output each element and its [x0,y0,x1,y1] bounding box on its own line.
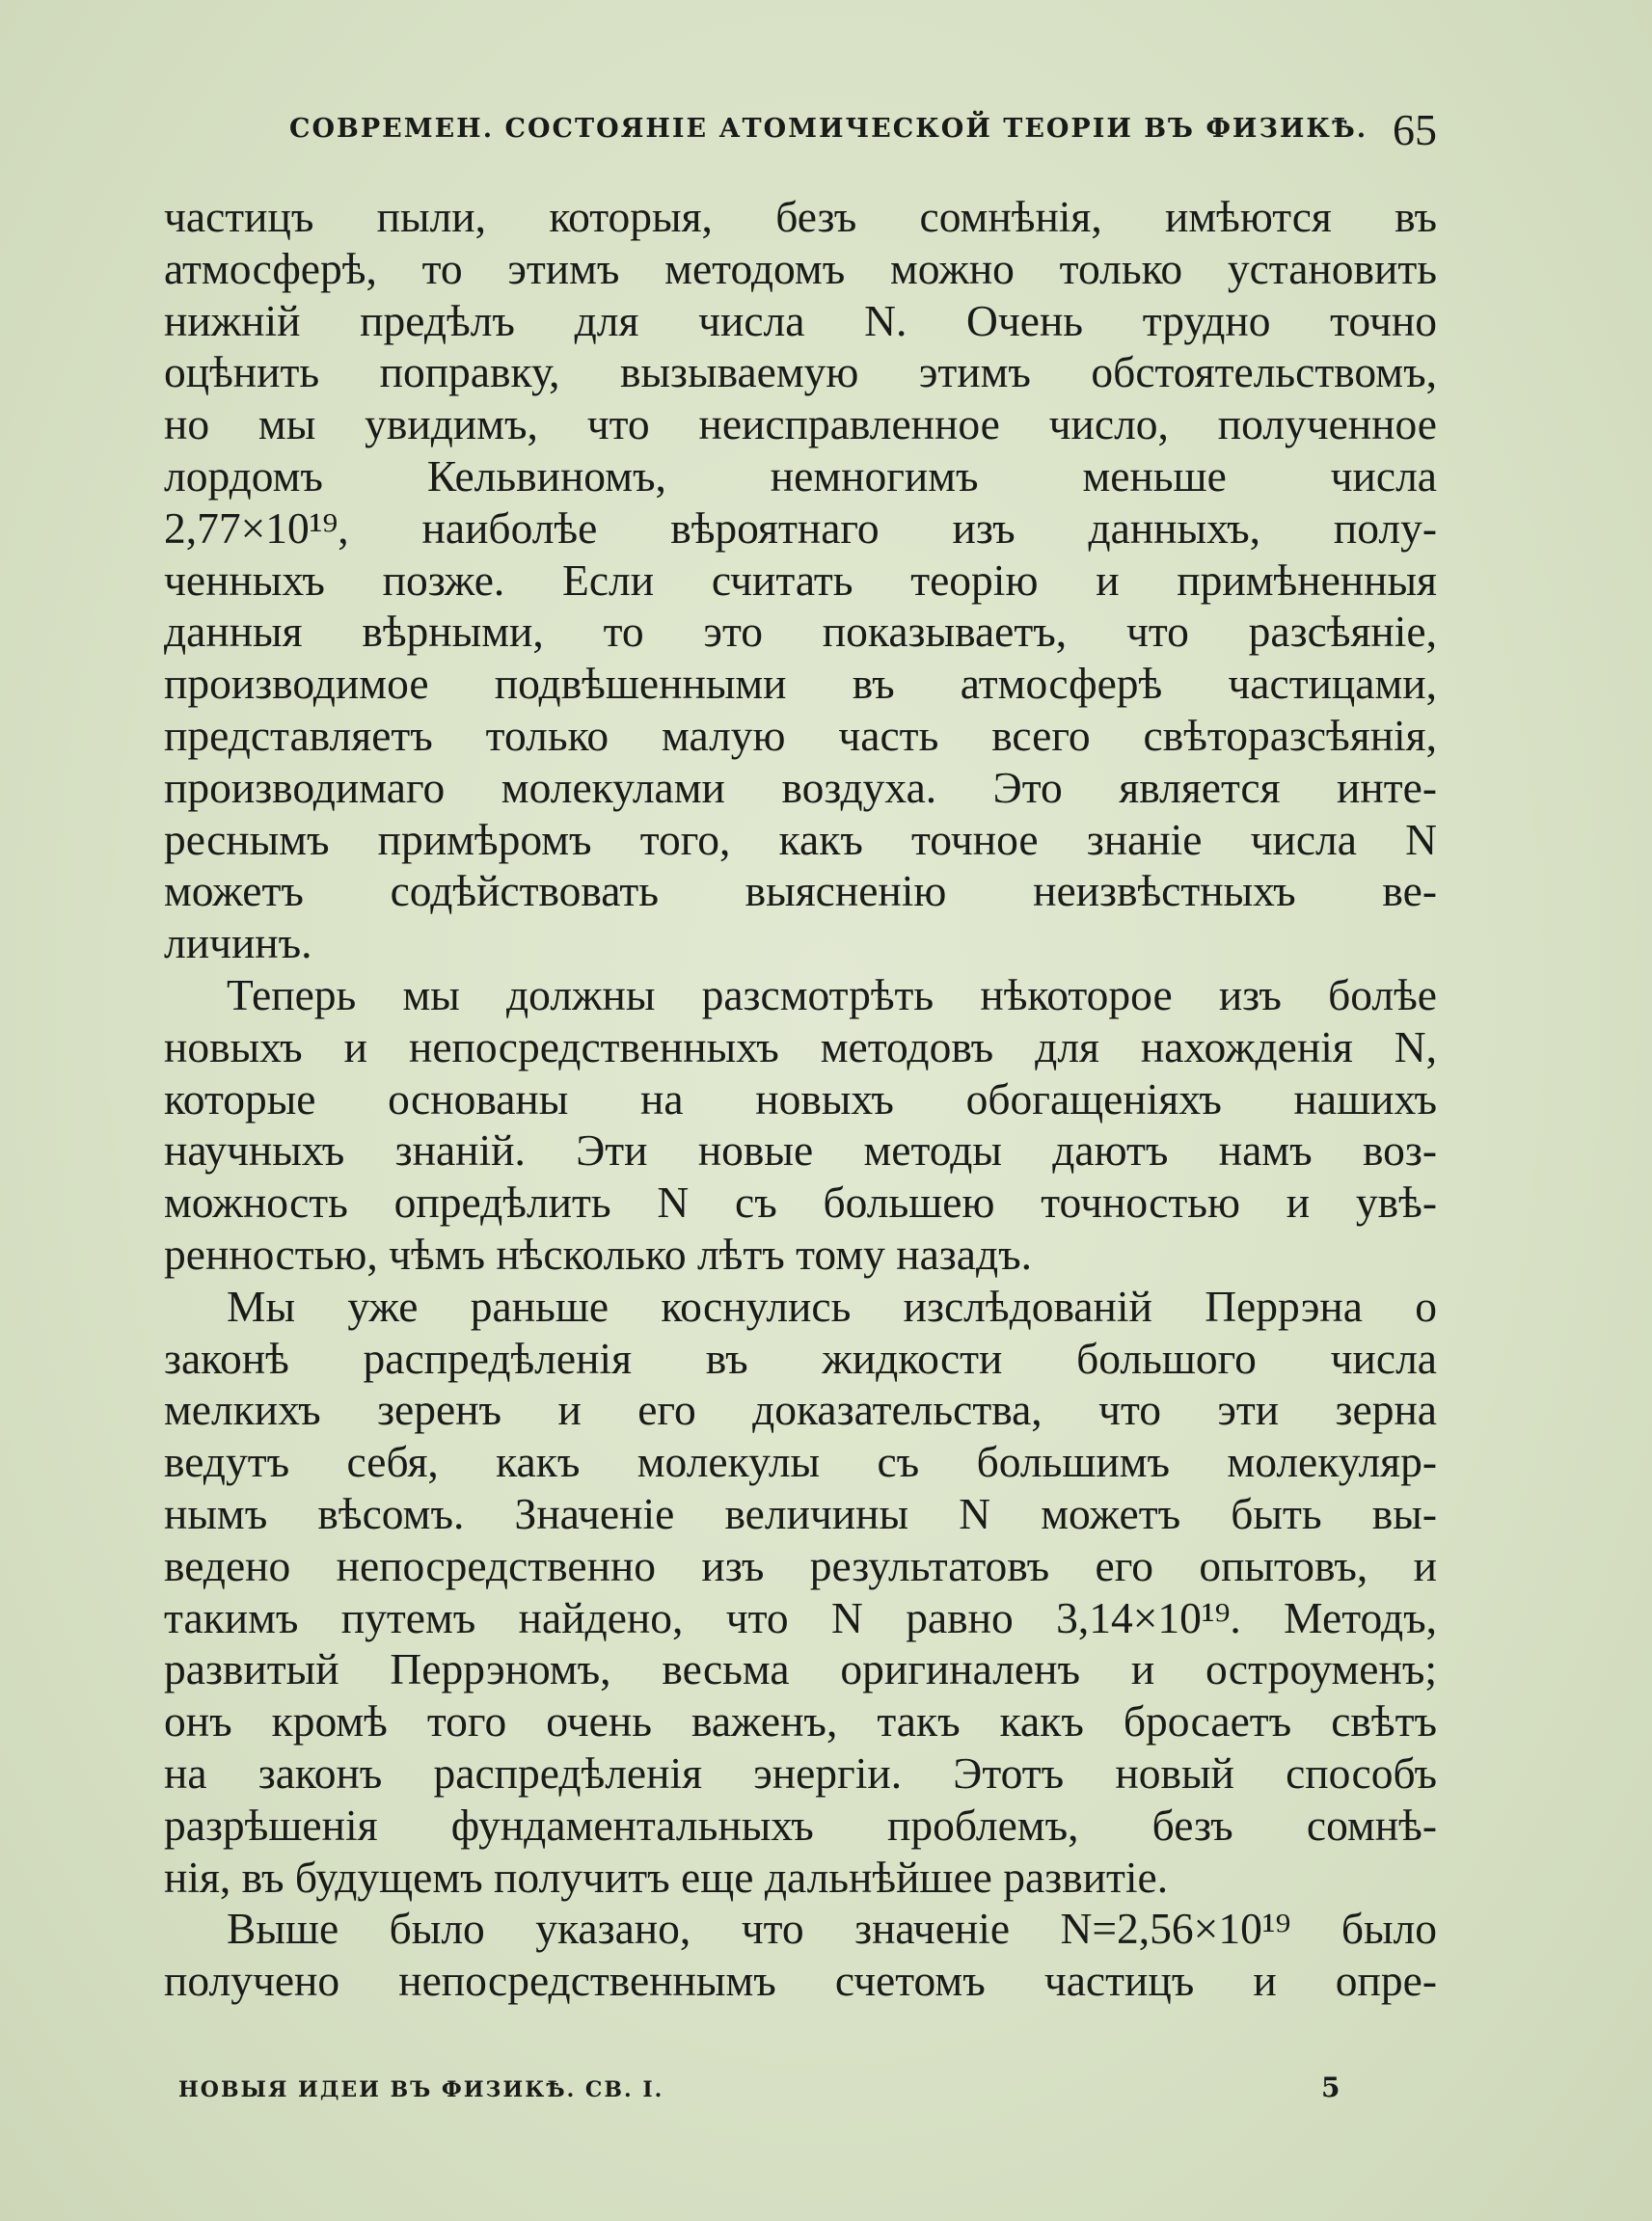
text-line: данныя вѣрными, то это показываетъ, что разсѣяніе, [164,607,1437,657]
text-line: атмосферѣ, то этимъ методомъ можно только установить [164,243,1437,293]
text-line: законѣ распредѣленія въ жидкости большого числа [164,1333,1437,1383]
text-line: такимъ путемъ найдено, что N равно 3,14×10¹⁹. Методъ, [164,1592,1437,1642]
text-line: мелкихъ зеренъ и его доказательства, что эти зерна [164,1385,1437,1435]
text-line: ведутъ себя, какъ молекулы съ большимъ молекуляр- [164,1437,1437,1487]
text-line: ренностью, чѣмъ нѣсколько лѣтъ тому назадъ. [164,1229,1033,1279]
running-head: СОВРЕМЕН. СОСТОЯНІЕ АТОМИЧЕСКОЙ ТЕОРІИ ВЪ ФИЗИКѢ. [289,114,1368,144]
text-line: Выше было указано, что значеніе N=2,56×10¹⁹ было [227,1904,1437,1954]
text-line: онъ кромѣ того очень важенъ, такъ какъ бросаетъ свѣтъ [164,1696,1437,1747]
text-line: частицъ пыли, которыя, безъ сомнѣнія, имѣются въ [164,192,1437,241]
text-line: развитый Перрэномъ, весьма оригиналенъ и остроуменъ; [164,1644,1437,1694]
text-line: производимое подвѣшенными въ атмосферѣ частицами, [164,659,1437,709]
text-line: можетъ содѣйствовать выясненію неизвѣстныхъ ве- [164,866,1437,916]
page-footer [178,2072,1384,2110]
text-line: реснымъ примѣромъ того, какъ точное знаніе числа N [164,814,1437,864]
text-line: но мы увидимъ, что неисправленное число, полученное [164,399,1437,449]
text-line: научныхъ знаній. Эти новые методы даютъ намъ воз- [164,1125,1437,1176]
text-line: на законъ распредѣленія энергіи. Этотъ новый способъ [164,1747,1437,1798]
text-line: нія, въ будущемъ получитъ еще дальнѣйшее развитіе. [164,1852,1169,1902]
text-line: 2,77×10¹⁹, наиболѣе вѣроятнаго изъ данныхъ, полу- [164,502,1437,553]
text-line: Мы уже раньше коснулись изслѣдованій Перрэна о [227,1281,1437,1331]
sheet-number: 5 [1321,2072,1341,2103]
text-line: нымъ вѣсомъ. Значеніе величины N можетъ быть вы- [164,1488,1437,1538]
text-line: оцѣнить поправку, вызываемую этимъ обстоятельствомъ, [164,347,1437,397]
text-line: Теперь мы должны разсмотрѣть нѣкоторое изъ болѣе [227,969,1437,1019]
text-line: производимаго молекулами воздуха. Это является инте- [164,762,1437,812]
text-line: лордомъ Кельвиномъ, немногимъ меньше числа [164,450,1437,501]
page-number: 65 [1393,105,1437,154]
text-line: которые основаны на новыхъ обогащеніяхъ нашихъ [164,1073,1437,1124]
text-line: нижній предѣлъ для числа N. Очень трудно точно [164,295,1437,345]
text-line: разрѣшенія фундаментальныхъ проблемъ, безъ сомнѣ- [164,1800,1437,1850]
text-line: ведено непосредственно изъ результатовъ его опытовъ, и [164,1540,1437,1590]
text-line: можность опредѣлить N съ большею точностью и увѣ- [164,1178,1437,1228]
text-line: ченныхъ позже. Если считать теорію и примѣненныя [164,555,1437,605]
text-line: личинъ. [164,918,312,968]
body-text [164,191,1437,2007]
text-line: новыхъ и непосредственныхъ методовъ для нахожденія N, [164,1021,1437,1071]
text-line: представляетъ только малую часть всего свѣторазсѣянія, [164,710,1437,760]
page-header [289,104,1437,162]
text-line: получено непосредственнымъ счетомъ частицъ и опре- [164,1956,1437,2006]
printers-signature: НОВЫЯ ИДЕИ ВЪ ФИЗИКѢ. СВ. I. [178,2077,664,2102]
